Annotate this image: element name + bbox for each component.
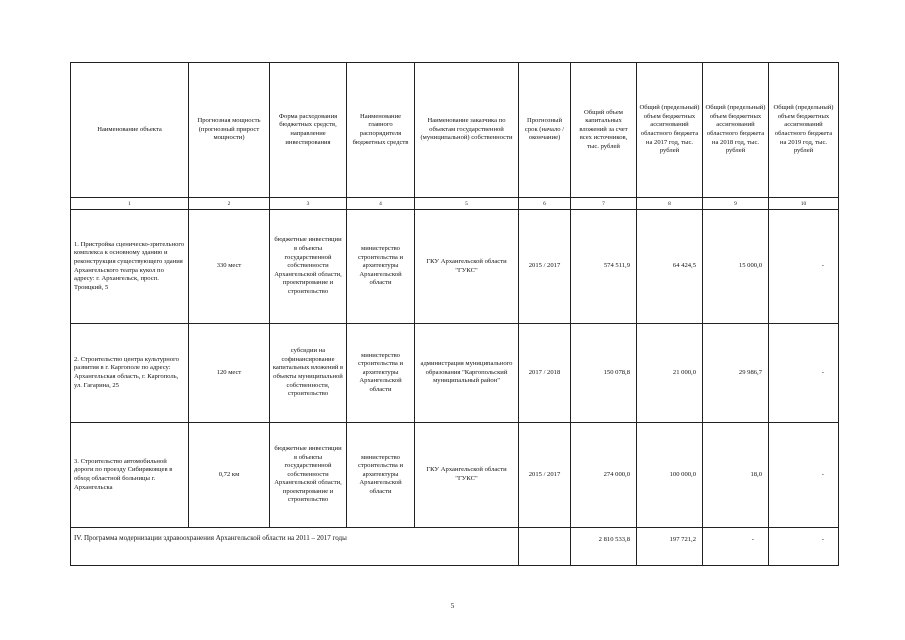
spending-form: бюджетные инвестиции в объекты государственной собственности Архангельской области, проектирование и строительство: [270, 423, 347, 528]
header-total-investment: Общий объем капитальных вложений за счет всех источников, тыс. рублей: [571, 63, 637, 198]
customer: ГКУ Архангельской области "ГУКС": [415, 423, 519, 528]
customer: администрация муниципального образования "Каргопольский муниципальный район": [415, 324, 519, 423]
column-number: 10: [769, 198, 839, 210]
program-total: 2 810 533,8: [571, 528, 637, 566]
spending-form: бюджетные инвестиции в объекты государственной собственности Архангельской области, проектирование и строительство: [270, 210, 347, 324]
column-number: 7: [571, 198, 637, 210]
header-capacity: Прогнозная мощность (прогнозный прирост мощности): [189, 63, 270, 198]
program-budget-2019: -: [769, 528, 839, 566]
header-administrator: Наименование главного распорядителя бюджетных средств: [347, 63, 415, 198]
header-spending-form: Форма расходования бюджетных средств, направление инвестирования: [270, 63, 347, 198]
column-number: 1: [71, 198, 189, 210]
budget-2017: 21 000,0: [637, 324, 703, 423]
column-number: 5: [415, 198, 519, 210]
total-investment: 274 000,0: [571, 423, 637, 528]
column-number-row: [71, 198, 839, 210]
administrator: министерство строительства и архитектуры Архангельской области: [347, 423, 415, 528]
total-investment: 574 511,9: [571, 210, 637, 324]
program-title: IV. Программа модернизации здравоохранения Архангельской области на 2011 – 2017 годы: [71, 528, 519, 566]
budget-2018: 18,0: [703, 423, 769, 528]
page-number: 5: [450, 602, 455, 610]
budget-2019: -: [769, 210, 839, 324]
column-number: 9: [703, 198, 769, 210]
header-object-name: Наименование объекта: [71, 63, 189, 198]
total-investment: 150 078,8: [571, 324, 637, 423]
term: 2017 / 2018: [519, 324, 571, 423]
term: 2015 / 2017: [519, 210, 571, 324]
administrator: министерство строительства и архитектуры Архангельской области: [347, 210, 415, 324]
column-number: 4: [347, 198, 415, 210]
header-customer: Наименование заказчика по объектам государственной (муниципальной) собственности: [415, 63, 519, 198]
administrator: министерство строительства и архитектуры Архангельской области: [347, 324, 415, 423]
budget-2019: -: [769, 324, 839, 423]
customer: ГКУ Архангельской области "ГУКС": [415, 210, 519, 324]
header-budget-2019: Общий (предельный) объем бюджетных ассигнований областного бюджета на 2019 год, тыс. рублей: [769, 63, 839, 198]
term: 2015 / 2017: [519, 423, 571, 528]
object-name: 3. Строительство автомобильной дороги по проезду Сибиряковцев в обход областной больницы г. Архангельска: [71, 423, 189, 528]
object-name: 2. Строительство центра культурного развития в г. Каргополе по адресу: Архангельская область, г. Каргополь, ул. Гагарина, 25: [71, 324, 189, 423]
spending-form: субсидии на софинансирование капитальных вложений в объекты муниципальной собственности, строительство: [270, 324, 347, 423]
column-number: 3: [270, 198, 347, 210]
capacity: 330 мест: [189, 210, 270, 324]
budget-2019: -: [769, 423, 839, 528]
budget-2018: 29 986,7: [703, 324, 769, 423]
program-budget-2017: 197 721,2: [637, 528, 703, 566]
header-row: [71, 63, 839, 198]
column-number: 8: [637, 198, 703, 210]
capacity: 0,72 км: [189, 423, 270, 528]
program-term: [519, 528, 571, 566]
investment-table: [70, 62, 839, 566]
budget-2017: 64 424,5: [637, 210, 703, 324]
header-budget-2017: Общий (предельный) объем бюджетных ассигнований областного бюджета на 2017 год, тыс. рублей: [637, 63, 703, 198]
program-budget-2018: -: [703, 528, 769, 566]
program-row: [71, 528, 839, 566]
column-number: 2: [189, 198, 270, 210]
budget-2018: 15 000,0: [703, 210, 769, 324]
table-row: [71, 423, 839, 528]
column-number: 6: [519, 198, 571, 210]
object-name: 1. Пристройка сценическо-зрительного комплекса к основному зданию и реконструкция существующего здания Архангельского театра кукол по адресу: г. Архангельск, просп. Троицкий, 5: [71, 210, 189, 324]
budget-2017: 100 000,0: [637, 423, 703, 528]
table-row: [71, 210, 839, 324]
capacity: 120 мест: [189, 324, 270, 423]
header-budget-2018: Общий (предельный) объем бюджетных ассигнований областного бюджета на 2018 год, тыс. рублей: [703, 63, 769, 198]
header-term: Прогнозный срок (начало / окончание): [519, 63, 571, 198]
table-row: [71, 324, 839, 423]
